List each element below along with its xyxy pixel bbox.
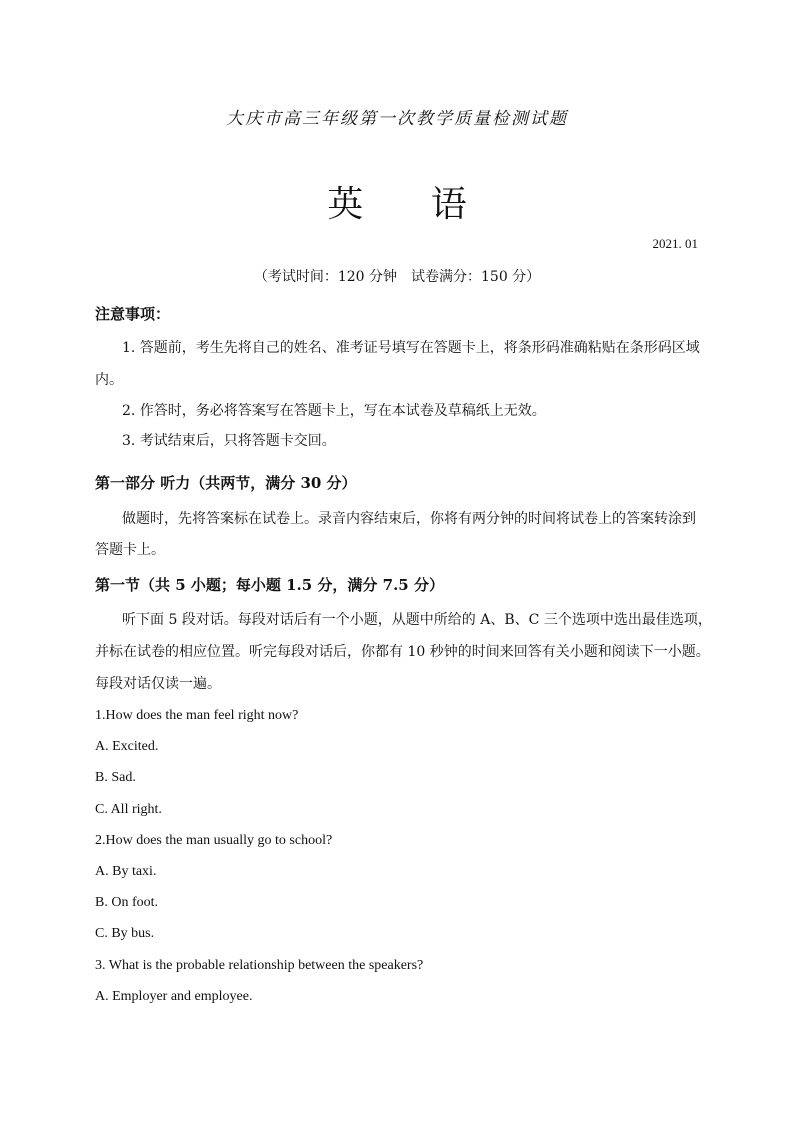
exam-duration-score: （考试时间：120 分钟 试卷满分：150 分） bbox=[253, 269, 541, 285]
question-2-option-c: C. By bus. bbox=[95, 926, 155, 941]
question-3-option-a: A. Employer and employee. bbox=[95, 989, 253, 1004]
notice-heading: 注意事项： bbox=[95, 305, 171, 323]
notice-item-1: 1. 答题前，考生先将自己的姓名、准考证号填写在答题卡上，将条形码准确粘贴在条形码区域 bbox=[122, 340, 700, 356]
notice-item-3: 3. 考试结束后，只将答题卡交回。 bbox=[122, 433, 336, 449]
question-2-option-a: A. By taxi. bbox=[95, 864, 157, 879]
exam-date: 2021. 01 bbox=[652, 236, 698, 251]
question-2: 2.How does the man usually go to school? bbox=[95, 833, 333, 848]
section1-instruction-1: 听下面 5 段对话。每段对话后有一个小题，从题中所给的 A、B、C 三个选项中选出最佳选项， bbox=[122, 612, 712, 628]
subject-title: 英 语 bbox=[327, 184, 495, 225]
section1-heading: 第一节（共 5 小题；每小题 1.5 分，满分 7.5 分） bbox=[95, 576, 444, 594]
part1-heading: 第一部分 听力（共两节，满分 30 分） bbox=[95, 474, 357, 492]
section1-instruction-3: 每段对话仅读一遍。 bbox=[95, 676, 221, 692]
question-1: 1.How does the man feel right now? bbox=[95, 708, 299, 723]
part1-instruction-cont: 答题卡上。 bbox=[95, 542, 165, 558]
section1-instruction-2: 并标在试卷的相应位置。听完每段对话后，你都有 10 秒钟的时间来回答有关小题和阅读下一小题。 bbox=[95, 644, 710, 660]
question-1-option-c: C. All right. bbox=[95, 802, 162, 817]
question-2-option-b: B. On foot. bbox=[95, 895, 158, 910]
notice-item-1-cont: 内。 bbox=[95, 372, 123, 388]
question-1-option-b: B. Sad. bbox=[95, 770, 136, 785]
notice-item-2: 2. 作答时，务必将答案写在答题卡上，写在本试卷及草稿纸上无效。 bbox=[122, 403, 546, 419]
exam-title: 大庆市高三年级第一次教学质量检测试题 bbox=[226, 109, 568, 129]
question-3: 3. What is the probable relationship between the speakers? bbox=[95, 958, 424, 973]
question-1-option-a: A. Excited. bbox=[95, 739, 159, 754]
part1-instruction: 做题时，先将答案标在试卷上。录音内容结束后，你将有两分钟的时间将试卷上的答案转涂到 bbox=[122, 511, 696, 527]
